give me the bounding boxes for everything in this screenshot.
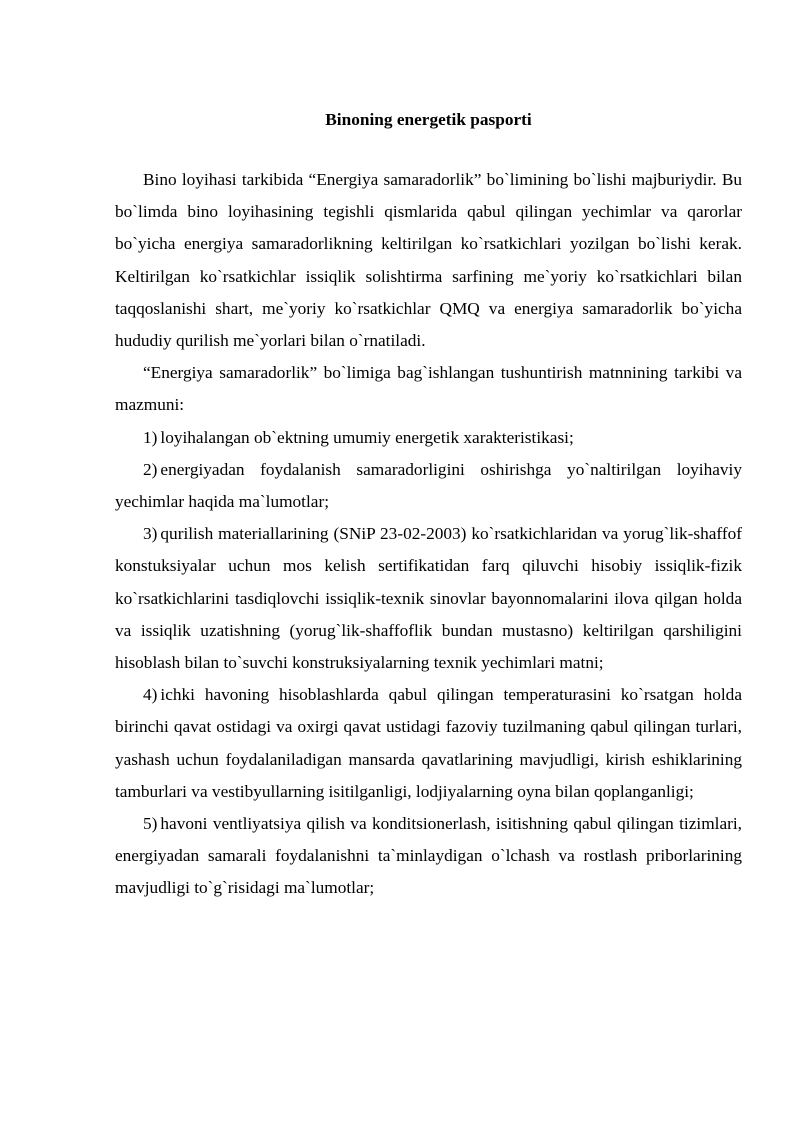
paragraph-contents-heading: “Energiya samaradorlik” bo`limiga bag`ishlangan tushuntirish matnnining tarkibi va mazmuni: (115, 363, 742, 415)
list-item (115, 679, 742, 808)
list-item-number: 4) (143, 685, 158, 705)
list-item-text: qurilish materiallarining (SNiP 23-02-2003) ko`rsatkichlaridan va yorug`lik-shaffof konstuksiyalar uchun mos kelish sertifikatidan farq qiluvchi hisobiy issiqlik-fizik ko`rsatkichlarini tasdiqlovchi issiqlik-texnik sinovlar bayonnomalarini ilova qilgan holda va issiqlik uzatishning (yorug`lik-shaffoflik bundan mustasno) keltirilgan qarshiligini hisoblash bilan to`suvchi konstruksiyalarning texnik yechimlari matni; (115, 524, 742, 673)
document-page (115, 106, 742, 905)
list-item (115, 422, 742, 454)
list-item-number: 2) (143, 459, 158, 479)
list-item (115, 518, 742, 679)
list-item-number: 3) (143, 524, 158, 544)
list-item-text: energiyadan foydalanish samaradorligini oshirishga yo`naltirilgan loyihaviy yechimlar haqida ma`lumotlar; (115, 459, 742, 512)
list-item-text: ichki havoning hisoblashlarda qabul qilingan temperaturasini ko`rsatgan holda birinchi qavat ostidagi va oxirgi qavat ustidagi fazoviy tuzilmaning qabul qilingan turlari, yashash uchun foydalaniladigan mansarda qavatlarining mavjudligi, kirish eshiklarining tamburlari va vestibyullarning isitilganligi, lodjiyalarning oyna bilan qoplanganligi; (115, 685, 742, 801)
list-item (115, 454, 742, 518)
list-item-text: havoni ventliyatsiya qilish va konditsionerlash, isitishning qabul qilingan tizimlari, energiyadan samarali foydalanishni ta`minlaydigan o`lchash va rostlash priborlarining mavjudligi to`g`risidagi ma`lumotlar; (115, 814, 742, 898)
list-item-text: loyihalangan ob`ektning umumiy energetik xarakteristikasi; (160, 427, 574, 447)
list-item-number: 5) (143, 814, 158, 834)
document-title: Binoning energetik pasporti (325, 110, 532, 129)
list-item (115, 808, 742, 905)
list-item-number: 1) (143, 427, 158, 447)
paragraph-intro: Bino loyihasi tarkibida “Energiya samaradorlik” bo`limining bo`lishi majburiydir. Bu bo`limda bino loyihasining tegishli qismlarida qabul qilingan yechimlar va qarorlar bo`yicha energiya samaradorlikning keltirilgan ko`rsatkichlari yozilgan bo`lishi kerak. Keltirilgan ko`rsatkichlar issiqlik solishtirma sarfining me`yoriy ko`rsatkichlari bilan taqqoslanishi shart, me`yoriy ko`rsatkichlar QMQ va energiya samaradorlik bo`yicha hududiy qurilish me`yorlari bilan o`rnatiladi. (115, 170, 742, 351)
